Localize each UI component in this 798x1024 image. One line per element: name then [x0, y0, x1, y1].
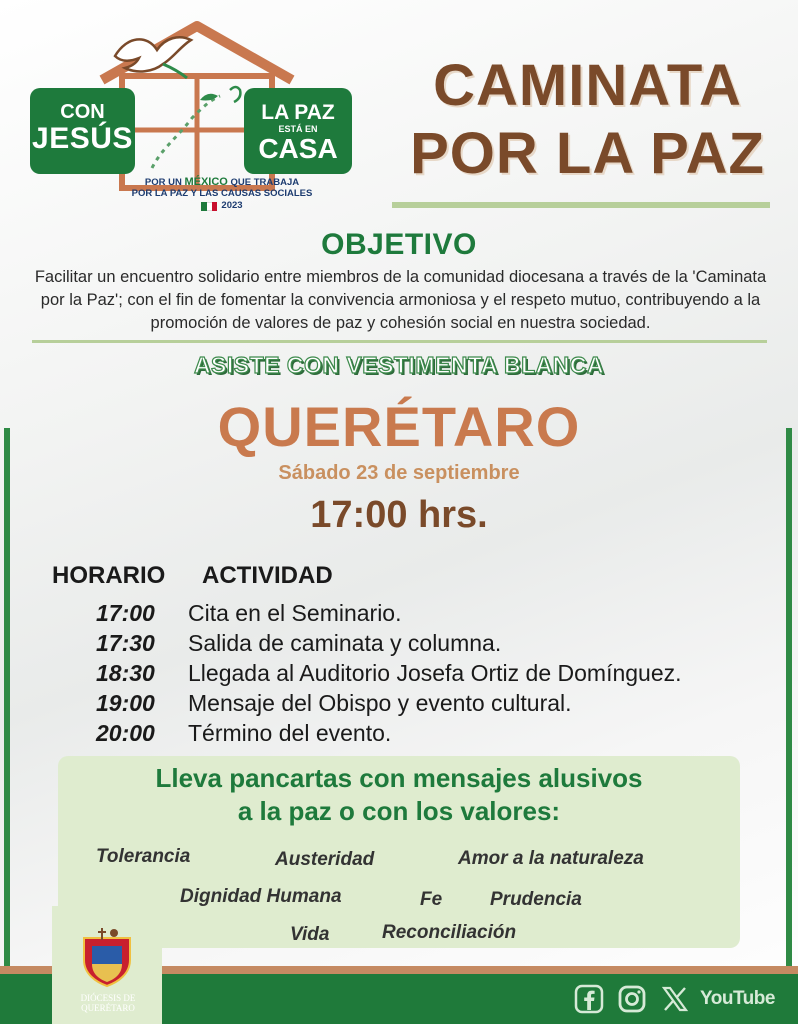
logo-text-jesus: JESÚS — [32, 122, 133, 155]
value-dignidad-humana: Dignidad Humana — [180, 886, 342, 907]
diocese-name-line2: QUERÉTARO — [81, 1002, 135, 1013]
youtube-icon[interactable]: YouTube — [700, 988, 775, 1009]
schedule-activity: Mensaje del Obispo y evento cultural. — [188, 689, 572, 716]
diocese-coat-of-arms-icon — [80, 928, 134, 988]
logo-sub-mexico: MÉXICO — [184, 176, 228, 188]
objective-heading: OBJETIVO — [321, 228, 477, 261]
value-vida: Vida — [290, 924, 330, 945]
page-title — [390, 52, 785, 189]
dove-icon — [107, 28, 197, 93]
event-city: QUERÉTARO — [217, 395, 581, 458]
schedule-time: 20:00 — [96, 719, 155, 746]
value-tolerancia: Tolerancia — [96, 846, 191, 867]
schedule-time: 17:00 — [96, 599, 155, 626]
campaign-logo — [22, 18, 352, 218]
schedule-activity: Salida de caminata y columna. — [188, 629, 502, 656]
schedule-row — [96, 598, 786, 628]
schedule-row — [96, 628, 786, 658]
logo-sub-part3: QUE TRABAJA — [230, 177, 300, 188]
facebook-icon[interactable] — [574, 984, 604, 1014]
diocese-name — [60, 994, 156, 1014]
values-heading-line1: Lleva pancartas con mensajes alusivos — [155, 763, 643, 793]
objective-text: Facilitar un encuentro solidario entre miembros de la comunidad diocesana a través de la 'Caminata por la Paz'; con el fin de fomentar la convivencia armoniosa y el respeto mutuo, contribuyendo a la promoción de valores de paz y cohesión social en nuestra sociedad. — [34, 268, 767, 332]
schedule-row — [96, 658, 786, 688]
logo-text-con: CON — [60, 101, 105, 123]
value-amor-naturaleza: Amor a la naturaleza — [458, 848, 644, 869]
schedule-activity: Término del evento. — [188, 719, 392, 746]
instagram-icon[interactable] — [617, 984, 647, 1014]
logo-year: 2023 — [221, 199, 243, 211]
logo-sub-part1: POR UN — [144, 177, 182, 188]
schedule-time: 17:30 — [96, 629, 155, 656]
mexico-flag-icon — [201, 202, 217, 211]
logo-text-la-paz: LA PAZ — [261, 101, 335, 124]
value-prudencia: Prudencia — [490, 889, 582, 910]
schedule-activity: Cita en el Seminario. — [188, 599, 402, 626]
schedule-time: 18:30 — [96, 659, 155, 686]
title-line-1: CAMINATA — [433, 53, 742, 118]
logo-con-jesus-badge — [30, 88, 135, 174]
schedule-header — [52, 562, 333, 590]
diocese-name-line1: DIÓCESIS DE — [80, 993, 136, 1003]
schedule-col-time: HORARIO — [52, 562, 166, 589]
title-divider — [392, 202, 770, 208]
x-icon[interactable] — [660, 984, 690, 1014]
logo-text-esta-en: ESTÁ EN — [278, 124, 318, 134]
title-line-2: POR LA PAZ — [410, 121, 765, 187]
values-heading-line2: a la paz o con los valores: — [237, 795, 561, 826]
value-austeridad: Austeridad — [275, 849, 375, 870]
schedule-row — [96, 688, 786, 718]
logo-text-casa: CASA — [258, 133, 338, 164]
schedule-col-activity: ACTIVIDAD — [202, 562, 333, 589]
event-date: Sábado 23 de septiembre — [278, 462, 520, 484]
objective-divider — [32, 340, 767, 343]
logo-sub-line2: POR LA PAZ Y LAS CAUSAS SOCIALES — [131, 187, 313, 199]
values-heading — [58, 762, 740, 827]
schedule-row — [96, 718, 786, 748]
value-fe: Fe — [420, 889, 443, 910]
logo-la-paz-badge — [244, 88, 352, 174]
event-hour: 17:00 hrs. — [310, 494, 488, 536]
dress-code-banner: ASISTE CON VESTIMENTA BLANCA — [193, 352, 605, 378]
schedule-time: 19:00 — [96, 689, 155, 716]
logo-subtitle — [122, 176, 322, 215]
value-reconciliacion: Reconciliación — [382, 922, 517, 943]
schedule-list — [96, 598, 786, 748]
schedule-activity: Llegada al Auditorio Josefa Ortiz de Domínguez. — [188, 659, 682, 686]
